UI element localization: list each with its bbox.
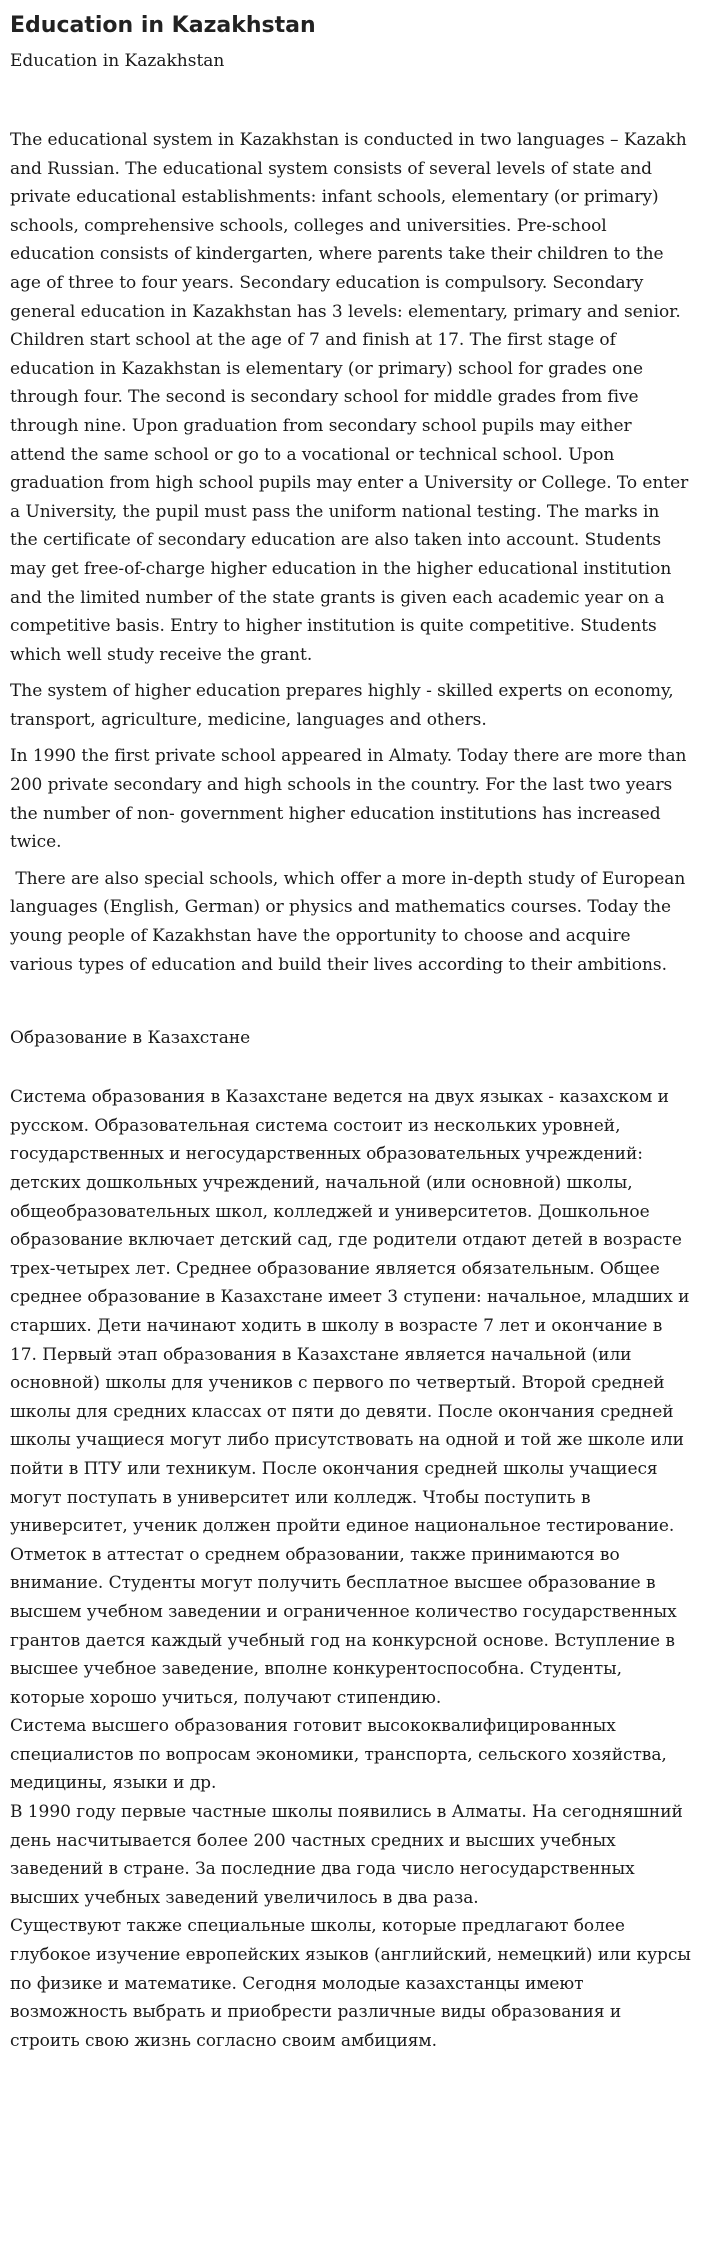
ru-paragraph-1: Система образования в Казахстане ведется на двух языках - казахском и русском. Образовательная система состоит из нескольких уровней, государственных и негосударственных образовательных учреждений: детских дошкольных учреждений, начальной (или основной) школы, общеобразовательных школ, колледжей и университетов. Дошкольное образование включает детский сад, где родители отдают детей в возрасте трех-четырех лет. Среднее образование является обязательным. Общее среднее образование в Казахстане имеет 3 ступени: начальное, младших и старших. Дети начинают ходить в школу в возрасте 7 лет и окончание в 17. Первый этап образования в Казахстане является начальной (или основной) школы для учеников с первого по четвертый. Второй средней школы для средних классах от пяти до девяти. После окончания средней школы учащиеся могут либо присутствовать на одной и той же школе или пойти в ПТУ или техникум. После окончания средней школы учащиеся могут поступать в университет или колледж. Чтобы поступить в университет, ученик должен пройти единое национальное тестирование. Отметок в аттестат о среднем образовании, также принимаются во внимание. Студенты могут получить бесплатное высшее образование в высшем учебном заведении и ограниченное количество государственных грантов дается каждый учебный год на конкурсной основе. Вступление в высшее учебное заведение, вполне конкурентоспособна. Студенты, которые хорошо учиться, получают стипендию.: [10, 1087, 690, 1708]
en-paragraph-1: The educational system in Kazakhstan is conducted in two languages – Kazakh and Russian. The educational system consists of several levels of state and private educational establishments: infant schools, elementary (or primary) schools, comprehensive schools, colleges and universities. Pre-school education consists of kindergarten, where parents take their children to the age of three to four years. Secondary education is compulsory. Secondary general education in Kazakhstan has 3 levels: elementary, primary and senior. Children start school at the age of 7 and finish at 17. The first stage of education in Kazakhstan is elementary (or primary) school for grades one through four. The second is secondary school for middle grades from five through nine. Upon graduation from secondary school pupils may either attend the same school or go to a vocational or technical school. Upon graduation from high school pupils may enter a University or College. To enter a University, the pupil must pass the uniform national testing. The marks in the certificate of secondary education are also taken into account. Students may get free-of-charge higher education in the higher educational institution and the limited number of the state grants is given each academic year on a competitive basis. Entry to higher institution is quite competitive. Students which well study receive the grant.: [10, 130, 689, 665]
ru-paragraph-2: Система высшего образования готовит высококвалифицированных специалистов по вопросам экономики, транспорта, сельского хозяйства, медицины, языки и др.: [10, 1716, 667, 1794]
russian-heading: Образование в Казахстане: [10, 1028, 251, 1049]
ru-paragraph-3: В 1990 году первые частные школы появились в Алматы. На сегодняшний день насчитывается более 200 частных средних и высших учебных заведений в стране. За последние два года число негосударственных высших учебных заведений увеличилось в два раза.: [10, 1802, 683, 1908]
english-section: [10, 126, 691, 979]
page-subtitle: Education in Kazakhstan: [10, 51, 225, 71]
en-paragraph-2: The system of higher education prepares highly - skilled experts on economy, transport, agriculture, medicine, languages and others.: [10, 681, 674, 730]
en-paragraph-3: In 1990 the first private school appeared in Almaty. Today there are more than 200 private secondary and high schools in the country. For the last two years the number of non- government higher education institutions has increased twice.: [10, 746, 687, 853]
russian-section: [10, 1083, 691, 2055]
en-paragraph-4: There are also special schools, which offer a more in-depth study of European languages (English, German) or physics and mathematics courses. Today the young people of Kazakhstan have the opportunity to choose and acquire various types of education and build their lives according to their ambitions.: [10, 868, 686, 975]
ru-paragraph-4: Существуют также специальные школы, которые предлагают более глубокое изучение европейских языков (английский, немецкий) или курсы по физике и математике. Сегодня молодые казахстанцы имеют возможность выбрать и приобрести различные виды образования и строить свою жизнь согласно своим амбициям.: [10, 1916, 691, 2051]
page-title: Education in Kazakhstan: [10, 13, 316, 38]
